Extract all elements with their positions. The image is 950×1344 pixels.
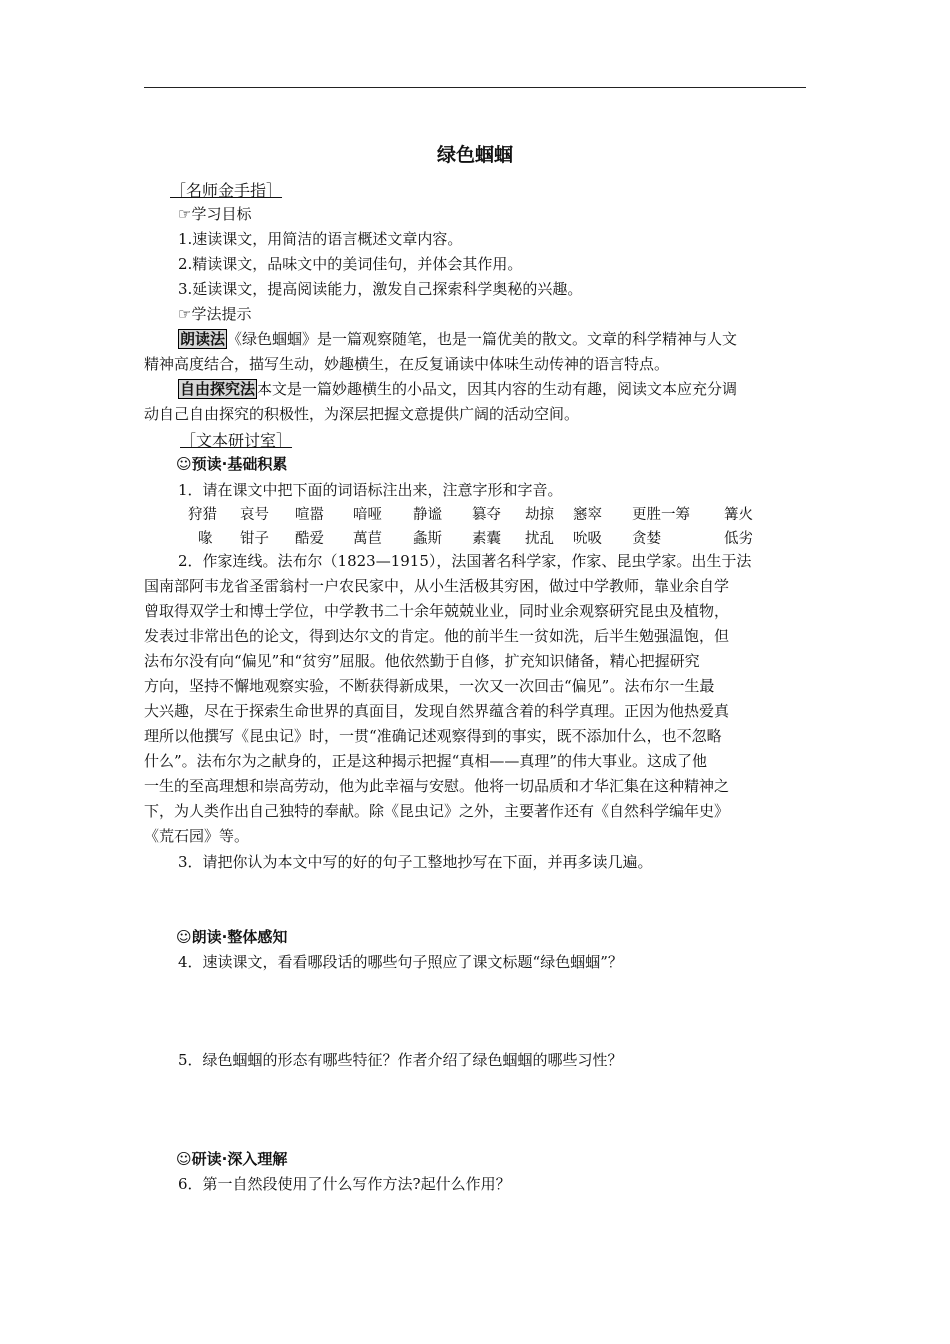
- vocab-word: 狩猎: [188, 507, 217, 523]
- vocab-word: 劫掠: [525, 507, 554, 523]
- method-2-line-1: [178, 378, 737, 399]
- page-title: 绿色蝈蝈: [436, 144, 513, 166]
- method-1-line-1: [178, 328, 737, 349]
- heading-langdu: ☺朗读·整体感知: [176, 928, 288, 946]
- section-mingshi: ［名师金手指］: [170, 181, 283, 200]
- method-1-tag: 朗读法: [180, 330, 226, 348]
- vocab-word: 酷爱: [295, 531, 324, 547]
- vocab-word: 螽斯: [413, 531, 442, 547]
- bio-line: 国南部阿韦龙省圣雷翁村一户农民家中，从小生活极其穷困，做过中学教师，靠业余自学: [144, 577, 730, 595]
- bio-line: 方向，坚持不懈地观察实验，不断获得新成果，一次又一次回击“偏见”。法布尔一生最: [144, 677, 715, 695]
- heading-yudu: ☺预读·基础积累: [176, 455, 288, 473]
- bio-line: 一生的至高理想和崇高劳动，他为此幸福与安慰。他将一切品质和才华汇集在这种精神之: [144, 777, 730, 795]
- section-wenben: ［文本研讨室］: [180, 431, 293, 450]
- vocab-word: 喑哑: [353, 507, 382, 523]
- bio-line: 2．作家连线。法布尔（1823—1915），法国著名科学家，作家、昆虫学家。出生于法: [178, 552, 752, 570]
- method-1-text: 《绿色蝈蝈》是一篇观察随笔，也是一篇优美的散文。文章的科学精神与人文: [227, 330, 738, 348]
- bio-line: 大兴趣，尽在于探索生命世界的真面目，发现自然界蕴含着的科学真理。正因为他热爱真: [144, 702, 730, 720]
- bio-line: 曾取得双学士和博士学位，中学教书二十余年兢兢业业，同时业余观察研究昆虫及植物，: [144, 602, 730, 620]
- heading-xuefa-tishi: ☞学法提示: [178, 305, 252, 323]
- heading-yandu: ☺研读·深入理解: [176, 1150, 288, 1168]
- goal-2: 2.精读课文，品味文中的美词佳句，并体会其作用。: [178, 255, 523, 273]
- header-rule: [144, 87, 806, 88]
- question-6: 6．第一自然段使用了什么写作方法?起什么作用？: [178, 1175, 511, 1193]
- vocab-word: 篝火: [724, 507, 753, 523]
- goal-3: 3.延读课文，提高阅读能力，激发自己探索科学奥秘的兴趣。: [178, 280, 583, 298]
- method-1-line-2: 精神高度结合，描写生动，妙趣横生，在反复诵读中体味生动传神的语言特点。: [144, 355, 670, 373]
- vocab-word: 素囊: [472, 531, 501, 547]
- vocab-word: 更胜一筹: [632, 507, 690, 523]
- vocab-word: 钳子: [240, 531, 269, 547]
- method-2-text: 本文是一篇妙趣横生的小品文，因其内容的生动有趣，阅读文本应充分调: [257, 380, 738, 398]
- method-2-tag: 自由探究法: [180, 380, 256, 398]
- vocab-word: 喙: [198, 531, 213, 547]
- vocab-word: 吮吸: [573, 531, 602, 547]
- question-5: 5．绿色蝈蝈的形态有哪些特征？作者介绍了绿色蝈蝈的哪些习性？: [178, 1051, 623, 1069]
- vocab-word: 扰乱: [525, 531, 554, 547]
- vocab-word: 哀号: [240, 507, 269, 523]
- vocab-word: 低劣: [724, 531, 753, 547]
- bio-line: 《荒石园》等。: [144, 827, 250, 845]
- vocab-word: 喧嚣: [295, 507, 324, 523]
- question-1: 1．请在课文中把下面的词语标注出来，注意字形和字音。: [178, 481, 563, 499]
- vocab-word: 萬苣: [353, 531, 382, 547]
- bio-line: 法布尔没有向“偏见”和“贫穷”屈服。他依然勤于自修，扩充知识储备，精心把握研究: [144, 652, 700, 670]
- bio-line: 理所以他撰写《昆虫记》时，一贯“准确记述观察得到的事实，既不添加什么，也不忽略: [144, 727, 722, 745]
- vocab-word: 静谧: [413, 507, 442, 523]
- bio-line: 什么”。法布尔为之献身的，正是这种揭示把握“真相——真理”的伟大事业。这成了他: [144, 752, 708, 770]
- method-2-line-2: 动自己自由探究的积极性，为深层把握文意提供广阔的活动空间。: [144, 405, 580, 423]
- question-4: 4．速读课文，看看哪段话的哪些句子照应了课文标题“绿色蝈蝈”？: [178, 953, 623, 971]
- vocab-word: 贪婪: [632, 531, 661, 547]
- bio-line: 下，为人类作出自己独特的奉献。除《昆虫记》之外，主要著作还有《自然科学编年史》: [144, 802, 730, 820]
- vocab-word: 篡夺: [472, 507, 501, 523]
- bio-line: 发表过非常出色的论文，得到达尔文的肯定。他的前半生一贫如洗，后半生勉强温饱，但: [144, 627, 730, 645]
- question-3: 3．请把你认为本文中写的好的句子工整地抄写在下面，并再多读几遍。: [178, 853, 653, 871]
- vocab-word: 窸窣: [573, 507, 602, 523]
- heading-xuexi-mubiao: ☞学习目标: [178, 205, 252, 223]
- goal-1: 1.速读课文，用简洁的语言概述文章内容。: [178, 230, 463, 248]
